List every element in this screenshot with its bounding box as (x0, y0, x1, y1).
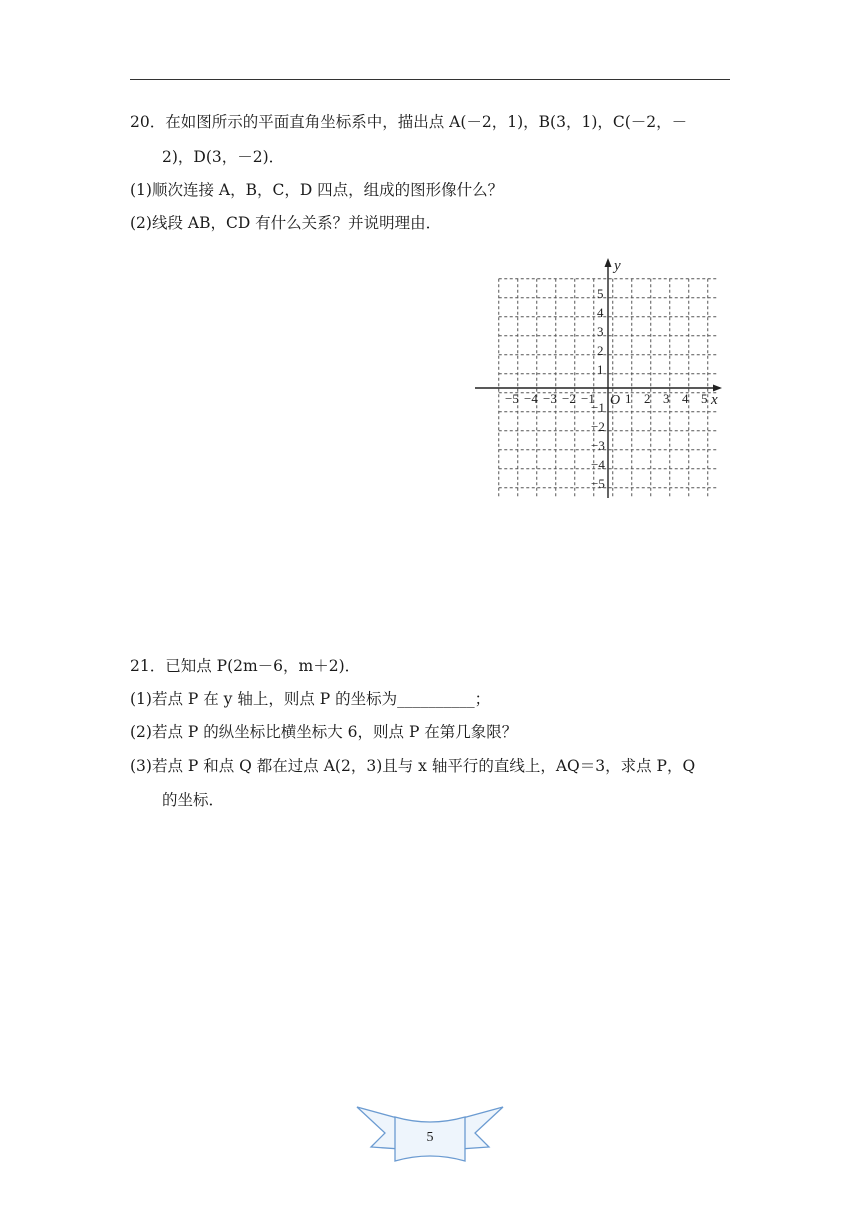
y-axis-label: y (614, 258, 621, 274)
q21-part-1: (1)若点 P 在 y 轴上，则点 P 的坐标为__________； (130, 690, 491, 708)
x-tick-label: 2 (644, 391, 651, 406)
coordinate-grid (470, 254, 730, 506)
x-tick-label: 4 (682, 391, 689, 406)
y-tick-label: −3 (591, 438, 605, 453)
y-tick-label: 1 (597, 362, 604, 377)
x-tick-label: 1 (625, 391, 632, 406)
x-tick-label: 3 (663, 391, 670, 406)
x-tick-label: −5 (505, 391, 519, 406)
coordinate-grid-svg (470, 254, 730, 506)
y-tick-label: −5 (591, 476, 605, 491)
x-tick-label: −3 (543, 391, 557, 406)
q20-part-2: (2)线段 AB，CD 有什么关系？并说明理由． (130, 214, 442, 232)
y-axis-arrow (605, 258, 612, 267)
q21-part-2: (2)若点 P 的纵坐标比横坐标大 6，则点 P 在第几象限？ (130, 723, 518, 741)
q21-part-3-line-1: (3)若点 P 和点 Q 都在过点 A(2，3)且与 x 轴平行的直线上，AQ＝3，求点 P，Q (130, 757, 696, 775)
q20-part-1: (1)顺次连接 A，B，C，D 四点，组成的图形像什么？ (130, 181, 504, 199)
origin-label: O (610, 393, 621, 408)
y-tick-label: 4 (597, 305, 604, 320)
x-tick-label: −4 (524, 391, 538, 406)
y-tick-label: −1 (591, 400, 605, 415)
y-tick-label: 2 (597, 343, 604, 358)
x-tick-label: 5 (701, 391, 708, 406)
x-tick-label: −2 (562, 391, 576, 406)
y-tick-label: 5 (597, 286, 604, 301)
x-axis-label: x (711, 392, 718, 408)
y-tick-label: −4 (591, 457, 605, 472)
x-axis-arrow (713, 385, 722, 392)
x-tick-label: −1 (581, 391, 595, 406)
q21-part-3-line-2: 的坐标． (162, 791, 225, 809)
header-rule (130, 79, 730, 80)
y-tick-label: 3 (597, 324, 604, 339)
q21-line-1: 21．已知点 P(2m－6，m＋2)． (130, 657, 361, 675)
q20-line-2: 2)，D(3，－2)． (162, 148, 285, 166)
page-number: 5 (426, 1130, 434, 1145)
q20-line-1: 20．在如图所示的平面直角坐标系中，描出点 A(－2，1)，B(3，1)，C(－2，－ (130, 113, 688, 131)
y-tick-label: −2 (591, 419, 605, 434)
